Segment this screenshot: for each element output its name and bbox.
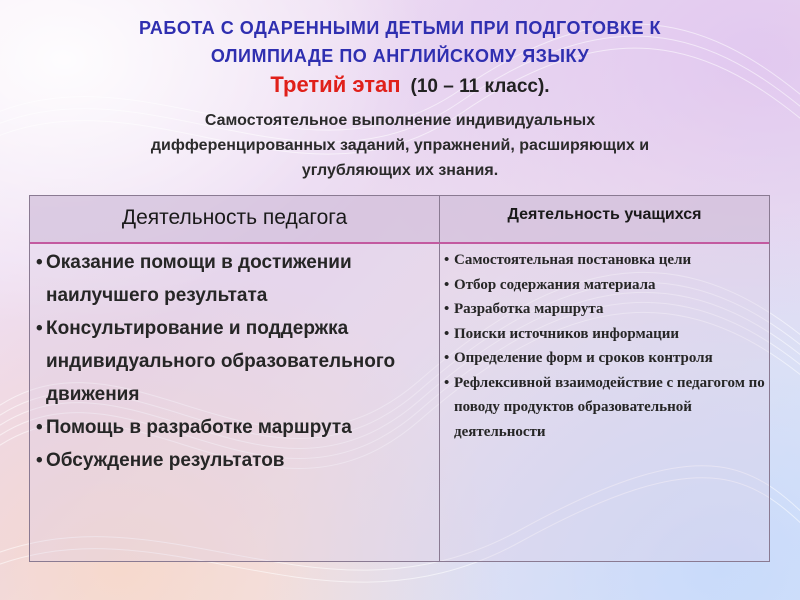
list-item: • Обсуждение результатов [36, 444, 435, 477]
header-student-label: Деятельность учащихся [507, 206, 702, 223]
list-item: • Самостоятельная постановка цели [444, 248, 765, 273]
header-teacher-activity [30, 196, 440, 244]
subtitle-line-3: углубляющих их знания. [301, 162, 499, 179]
list-item: • Оказание помощи в достижении наилучшего результата [36, 246, 435, 312]
header-student-activity [440, 196, 769, 244]
list-item: • Отбор содержания материала [444, 273, 765, 298]
list-item: • Рефлексивной взаимодействие с педагогом по поводу продуктов образовательной деятельности [444, 371, 765, 445]
subtitle-line-1: Самостоятельное выполнение индивидуальных [204, 112, 596, 129]
slide-title [40, 14, 760, 70]
stage-label: Третий этап [270, 72, 401, 97]
student-activities-cell [440, 244, 769, 561]
slide-title-line-2: ОЛИМПИАДЕ ПО АНГЛИЙСКОМУ ЯЗЫКУ [210, 46, 590, 66]
teacher-activities-cell [30, 244, 440, 561]
list-item: • Разработка маршрута [444, 297, 765, 322]
teacher-activities-list [30, 244, 439, 477]
stage-heading [150, 72, 670, 98]
list-item: • Определение форм и сроков контроля [444, 346, 765, 371]
slide-title-line-1: РАБОТА С ОДАРЕННЫМИ ДЕТЬМИ ПРИ ПОДГОТОВКЕ К [138, 18, 662, 38]
header-teacher-label: Деятельность педагога [121, 206, 348, 229]
list-item: • Консультирование и поддержка индивидуального образовательного движения [36, 312, 435, 411]
activities-table [29, 195, 770, 562]
stage-grade: (10 – 11 класс). [410, 76, 550, 97]
list-item: • Поиски источников информации [444, 322, 765, 347]
subtitle-line-2: дифференцированных заданий, упражнений, расширяющих и [150, 137, 650, 154]
slide-subtitle [60, 108, 740, 183]
list-item: • Помощь в разработке маршрута [36, 411, 435, 444]
student-activities-list [440, 244, 769, 444]
